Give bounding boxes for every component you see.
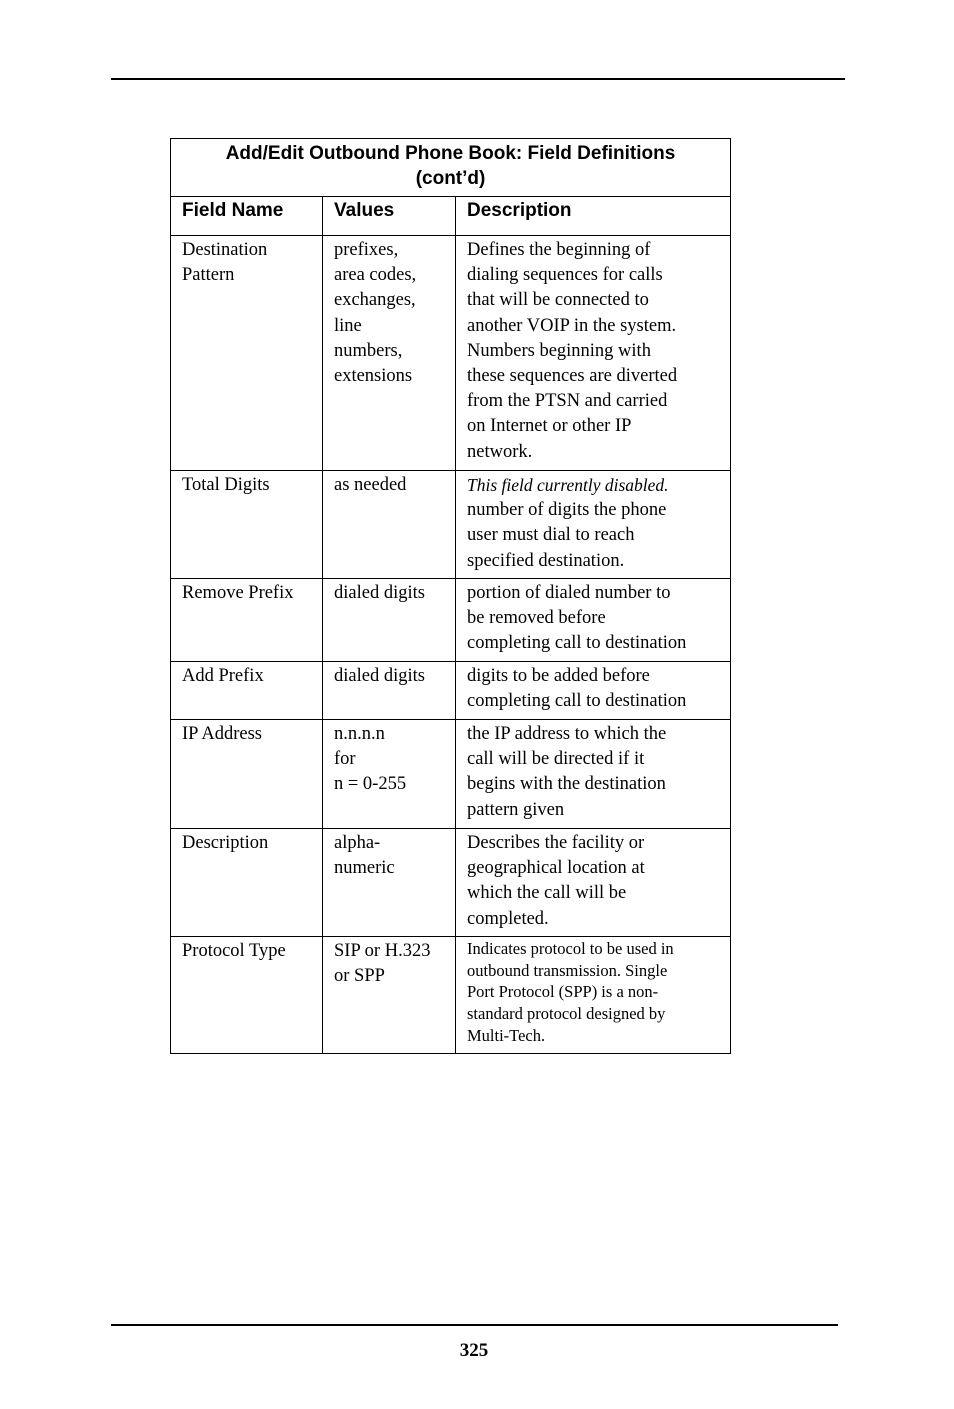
cell-line: Numbers beginning with <box>467 340 651 361</box>
cell-line: specified destination. <box>467 550 625 571</box>
cell-line: line <box>334 315 362 336</box>
field-name-cell <box>171 579 323 662</box>
cell-line: Pattern <box>182 265 235 286</box>
field-name-cell <box>171 236 323 471</box>
table-row <box>171 662 731 720</box>
cell-line: Protocol Type <box>182 940 286 961</box>
cell-line: extensions <box>334 366 413 387</box>
table-title-line: (cont’d) <box>415 168 486 189</box>
table-title <box>171 139 731 197</box>
cell-line: number of digits the phone <box>467 500 667 521</box>
disabled-note: This field currently disabled. <box>467 475 669 495</box>
cell-line: which the call will be <box>467 883 627 904</box>
footer-rule <box>111 1324 838 1326</box>
description-cell <box>456 720 731 829</box>
column-header-field-name: Field Name <box>171 197 323 236</box>
cell-line: Add Prefix <box>182 666 264 686</box>
cell-line: numeric <box>334 858 395 879</box>
cell-line: begins with the destination <box>467 774 666 795</box>
cell-line: or SPP <box>334 966 385 987</box>
description-cell <box>456 471 731 579</box>
cell-line: completed. <box>467 908 549 929</box>
description-cell <box>456 936 731 1053</box>
cell-line: Description <box>182 833 269 853</box>
cell-line: exchanges, <box>334 290 416 311</box>
cell-line: from the PTSN and carried <box>467 391 668 412</box>
cell-line: pattern given <box>467 799 565 820</box>
description-cell <box>456 662 731 720</box>
cell-line: digits to be added before <box>467 666 650 686</box>
cell-line: SIP or H.323 <box>334 940 431 961</box>
cell-line: completing call to destination <box>467 691 687 712</box>
cell-line: user must dial to reach <box>467 525 635 546</box>
table-row <box>171 471 731 579</box>
cell-line: Total Digits <box>182 475 270 495</box>
table-header-row <box>171 197 731 236</box>
values-cell <box>323 936 456 1053</box>
cell-line: standard protocol designed by <box>467 1004 666 1024</box>
cell-line: Remove Prefix <box>182 583 294 603</box>
cell-line: be removed before <box>467 608 606 629</box>
cell-line: alpha- <box>334 833 381 853</box>
field-name-cell <box>171 829 323 937</box>
cell-line: area codes, <box>334 265 417 286</box>
table-row <box>171 829 731 937</box>
cell-line: network. <box>467 441 533 462</box>
table-row <box>171 236 731 471</box>
table-row <box>171 936 731 1053</box>
description-cell <box>456 579 731 662</box>
cell-line: on Internet or other IP <box>467 416 632 437</box>
cell-line: n.n.n.n <box>334 724 385 744</box>
cell-line: Port Protocol (SPP) is a non- <box>467 982 659 1002</box>
column-header-values: Values <box>323 197 456 236</box>
column-header-description: Description <box>456 197 731 236</box>
field-name-cell <box>171 936 323 1053</box>
cell-line: n = 0-255 <box>334 774 407 795</box>
table-row <box>171 579 731 662</box>
cell-line: another VOIP in the system. <box>467 315 677 336</box>
cell-line: Describes the facility or <box>467 833 645 853</box>
field-definitions-table <box>170 138 731 1054</box>
field-name-cell <box>171 471 323 579</box>
table-title-line: Add/Edit Outbound Phone Book: Field Definitions <box>225 143 676 164</box>
cell-line: completing call to destination <box>467 633 687 654</box>
cell-line: portion of dialed number to <box>467 583 671 603</box>
values-cell <box>323 662 456 720</box>
values-cell <box>323 471 456 579</box>
page-number: 325 <box>459 1340 489 1361</box>
values-cell <box>323 579 456 662</box>
cell-line: outbound transmission. Single <box>467 960 668 980</box>
values-cell <box>323 720 456 829</box>
values-cell <box>323 236 456 471</box>
cell-line: numbers, <box>334 340 403 361</box>
cell-line: that will be connected to <box>467 290 649 311</box>
values-cell <box>323 829 456 937</box>
description-cell <box>456 236 731 471</box>
cell-line: Multi-Tech. <box>467 1026 546 1045</box>
field-name-cell <box>171 662 323 720</box>
cell-line: prefixes, <box>334 240 399 260</box>
cell-line: as needed <box>334 475 407 495</box>
cell-line: dialing sequences for calls <box>467 265 663 286</box>
description-cell <box>456 829 731 937</box>
cell-line: Destination <box>182 240 268 260</box>
table-title-row <box>171 139 731 197</box>
cell-line: dialed digits <box>334 583 425 603</box>
cell-line: these sequences are diverted <box>467 366 678 387</box>
cell-line: IP Address <box>182 724 262 744</box>
cell-line: Indicates protocol to be used in <box>467 938 674 958</box>
cell-line: Defines the beginning of <box>467 240 651 260</box>
field-name-cell <box>171 720 323 829</box>
cell-line: geographical location at <box>467 858 645 879</box>
cell-line: for <box>334 749 356 770</box>
header-rule <box>111 78 845 80</box>
cell-line: dialed digits <box>334 666 425 686</box>
cell-line: the IP address to which the <box>467 724 667 744</box>
cell-line: call will be directed if it <box>467 749 645 770</box>
table-row <box>171 720 731 829</box>
